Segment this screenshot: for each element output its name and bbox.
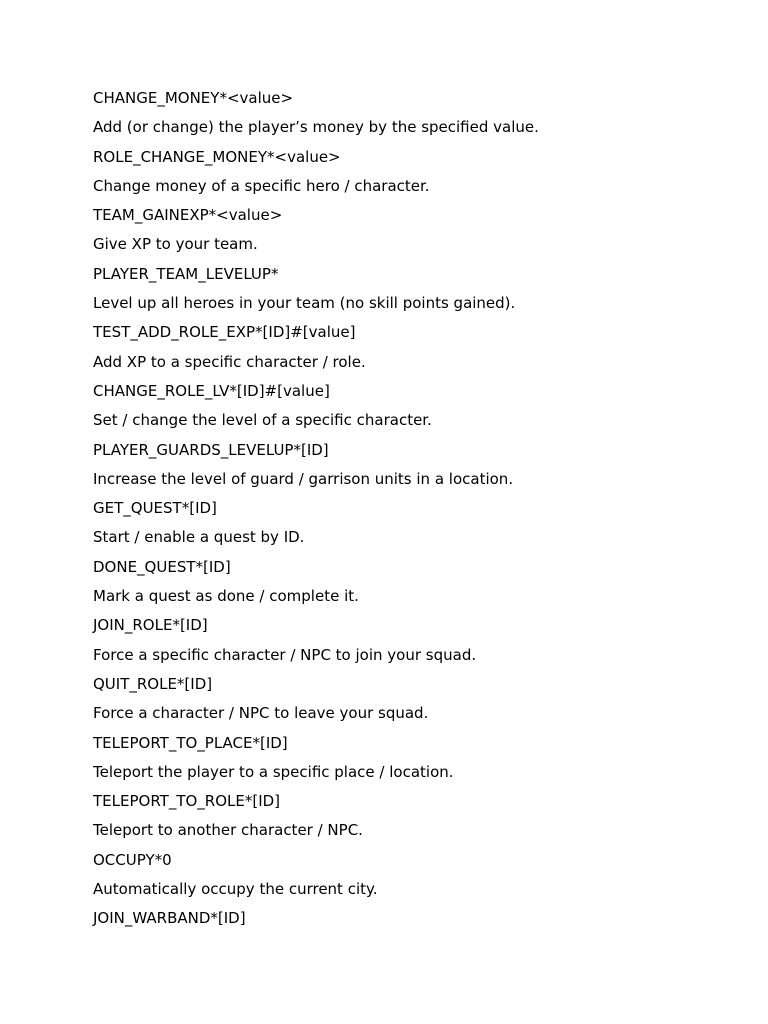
command-code: CHANGE_ROLE_LV*[ID]#[value] [93, 381, 330, 400]
command-code: JOIN_WARBAND*[ID] [93, 909, 246, 928]
command-code: PLAYER_TEAM_LEVELUP* [93, 264, 279, 283]
command-description: Give XP to your team. [93, 235, 258, 254]
command-description: Mark a quest as done / complete it. [93, 587, 359, 606]
command-code: PLAYER_GUARDS_LEVELUP*[ID] [93, 440, 329, 459]
command-code: TELEPORT_TO_ROLE*[ID] [93, 792, 281, 811]
command-description: Teleport to another character / NPC. [93, 821, 363, 840]
command-description: Increase the level of guard / garrison units in a location. [93, 469, 514, 488]
command-code: QUIT_ROLE*[ID] [93, 674, 213, 693]
command-code: GET_QUEST*[ID] [93, 499, 217, 518]
command-list [93, 84, 733, 934]
command-description: Automatically occupy the current city. [93, 880, 378, 899]
command-code: CHANGE_MONEY*<value> [93, 89, 294, 107]
command-description: Add (or change) the player’s money by the specified value. [93, 118, 539, 137]
command-description: Teleport the player to a specific place / location. [93, 762, 454, 781]
command-description: Force a character / NPC to leave your squad. [93, 704, 429, 723]
command-code: TELEPORT_TO_PLACE*[ID] [93, 733, 288, 752]
command-description: Add XP to a specific character / role. [93, 352, 366, 371]
command-description: Force a specific character / NPC to join your squad. [93, 645, 477, 664]
command-description: Level up all heroes in your team (no skill points gained). [93, 294, 516, 313]
command-code: TEST_ADD_ROLE_EXP*[ID]#[value] [93, 323, 356, 342]
command-description: Start / enable a quest by ID. [93, 528, 305, 547]
command-code: OCCUPY*0 [93, 850, 172, 869]
command-code: ROLE_CHANGE_MONEY*<value> [93, 147, 341, 166]
command-description: Change money of a specific hero / character. [93, 176, 430, 195]
command-description: Set / change the level of a specific character. [93, 411, 432, 430]
command-code: JOIN_ROLE*[ID] [93, 616, 208, 635]
command-code: TEAM_GAINEXP*<value> [93, 206, 283, 225]
command-code: DONE_QUEST*[ID] [93, 557, 231, 576]
